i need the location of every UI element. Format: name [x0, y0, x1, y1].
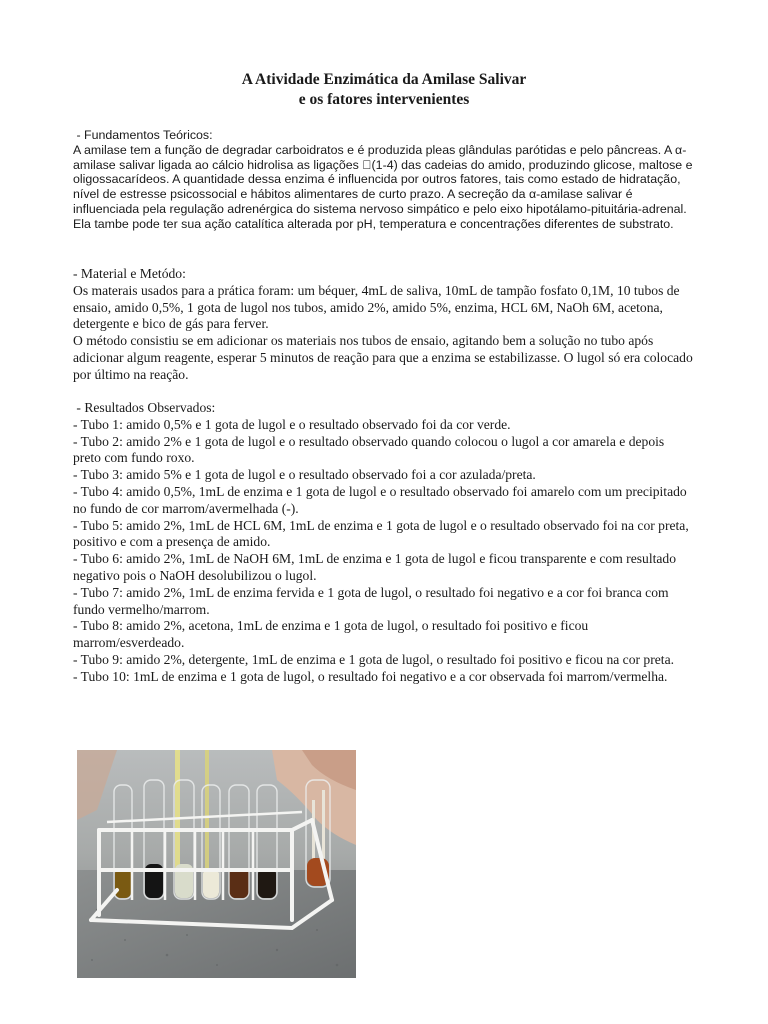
- paragraph-material-1: Os materais usados para a prática foram: um béquer, 4mL de saliva, 10mL de tampão fosfato 0,1M, 10 tubos de ensaio, amido 0,5%, 1 gota de lugol nos tubos, amido 2%, amido 5%, enzima, HCL 6M, NaOh 6M, acetona, detergente e bico de gás para ferver.: [73, 282, 680, 332]
- section-heading-fundamentos: - Fundamentos Teóricos:: [73, 128, 213, 142]
- section-heading-resultados: - Resultados Observados:: [73, 400, 216, 415]
- result-item-tubo-7: - Tubo 7: amido 2%, 1mL de enzima fervida e 1 gota de lugol, o resultado foi negativo e a cor foi branca com fundo vermelho/marrom.: [73, 584, 669, 617]
- result-item-tubo-8: - Tubo 8: amido 2%, acetona, 1mL de enzima e 1 gota de lugol, o resultado foi positivo e ficou marrom/esverdeado.: [73, 618, 589, 651]
- result-item-tubo-10: - Tubo 10: 1mL de enzima e 1 gota de lugol, o resultado foi negativo e a cor observada foi marrom/vermelha.: [73, 668, 668, 684]
- section-fundamentos: [73, 128, 695, 232]
- section-material: [73, 266, 695, 384]
- result-item-tubo-9: - Tubo 9: amido 2%, detergente, 1mL de enzima e 1 gota de lugol, o resultado foi positivo e ficou na cor preta.: [73, 651, 674, 667]
- section-heading-material: - Material e Metódo:: [73, 266, 186, 281]
- section-resultados: [73, 400, 695, 686]
- document-title-line-1: A Atividade Enzimática da Amilase Salivar: [241, 71, 527, 88]
- paragraph-fundamentos-2: Ela tambe pode ter sua ação catalítica alterada por pH, temperatura e concentrações diferentes de substrato.: [73, 216, 674, 231]
- result-item-tubo-3: - Tubo 3: amido 5% e 1 gota de lugol e o resultado observado foi a cor azulada/preta.: [73, 467, 536, 483]
- result-item-tubo-6: - Tubo 6: amido 2%, 1mL de NaOH 6M, 1mL de enzima e 1 gota de lugol e ficou transparente e com resultado negativo pois o NaOH desolubilizou o lugol.: [73, 551, 677, 583]
- result-item-tubo-4: - Tubo 4: amido 0,5%, 1mL de enzima e 1 gota de lugol e o resultado observado foi amarelo com um precipitado no fundo de cor marrom/avermelhada (-).: [73, 483, 687, 516]
- result-item-tubo-5: - Tubo 5: amido 2%, 1mL de HCL 6M, 1mL de enzima e 1 gota de lugol e o resultado observado foi na cor preta, positivo e com a presença de amido.: [73, 517, 689, 550]
- document-title-line-2: e os fatores intervenientes: [298, 91, 470, 108]
- test-tubes-photo: [77, 750, 356, 978]
- paragraph-material-2: O método consistiu se em adicionar os materiais nos tubos de ensaio, agitando bem a solução no tubo após adicionar algum reagente, esperar 5 minutos de reação para que a enzima se estabilizasse. O lugol só era colocado por último na reação.: [73, 333, 693, 382]
- result-item-tubo-1: - Tubo 1: amido 0,5% e 1 gota de lugol e o resultado observado foi da cor verde.: [73, 416, 511, 432]
- result-item-tubo-2: - Tubo 2: amido 2% e 1 gota de lugol e o resultado observado quando colocou o lugol a cor amarela e depois preto com fundo roxo.: [73, 433, 665, 466]
- paragraph-fundamentos-1: A amilase tem a função de degradar carboidratos e é produzida pleas glândulas parótidas e pelo pâncreas. A α-amilase salivar ligada ao cálcio hidrolisa as ligações  (1-4) das cadeias do amido, produzindo glicose, maltose e oligossacarídeos. A quantidade dessa enzima é influencida por outros fatores, tais como estado de hidratação, nível de estresse psicossocial e hábitos alimentares de curto prazo. A secreção da α-amilase salivar é influenciada pela regulação adrenérgica do sistema nervoso simpático e pelo eixo hipotálamo-pituitária-adrenal.: [73, 142, 693, 216]
